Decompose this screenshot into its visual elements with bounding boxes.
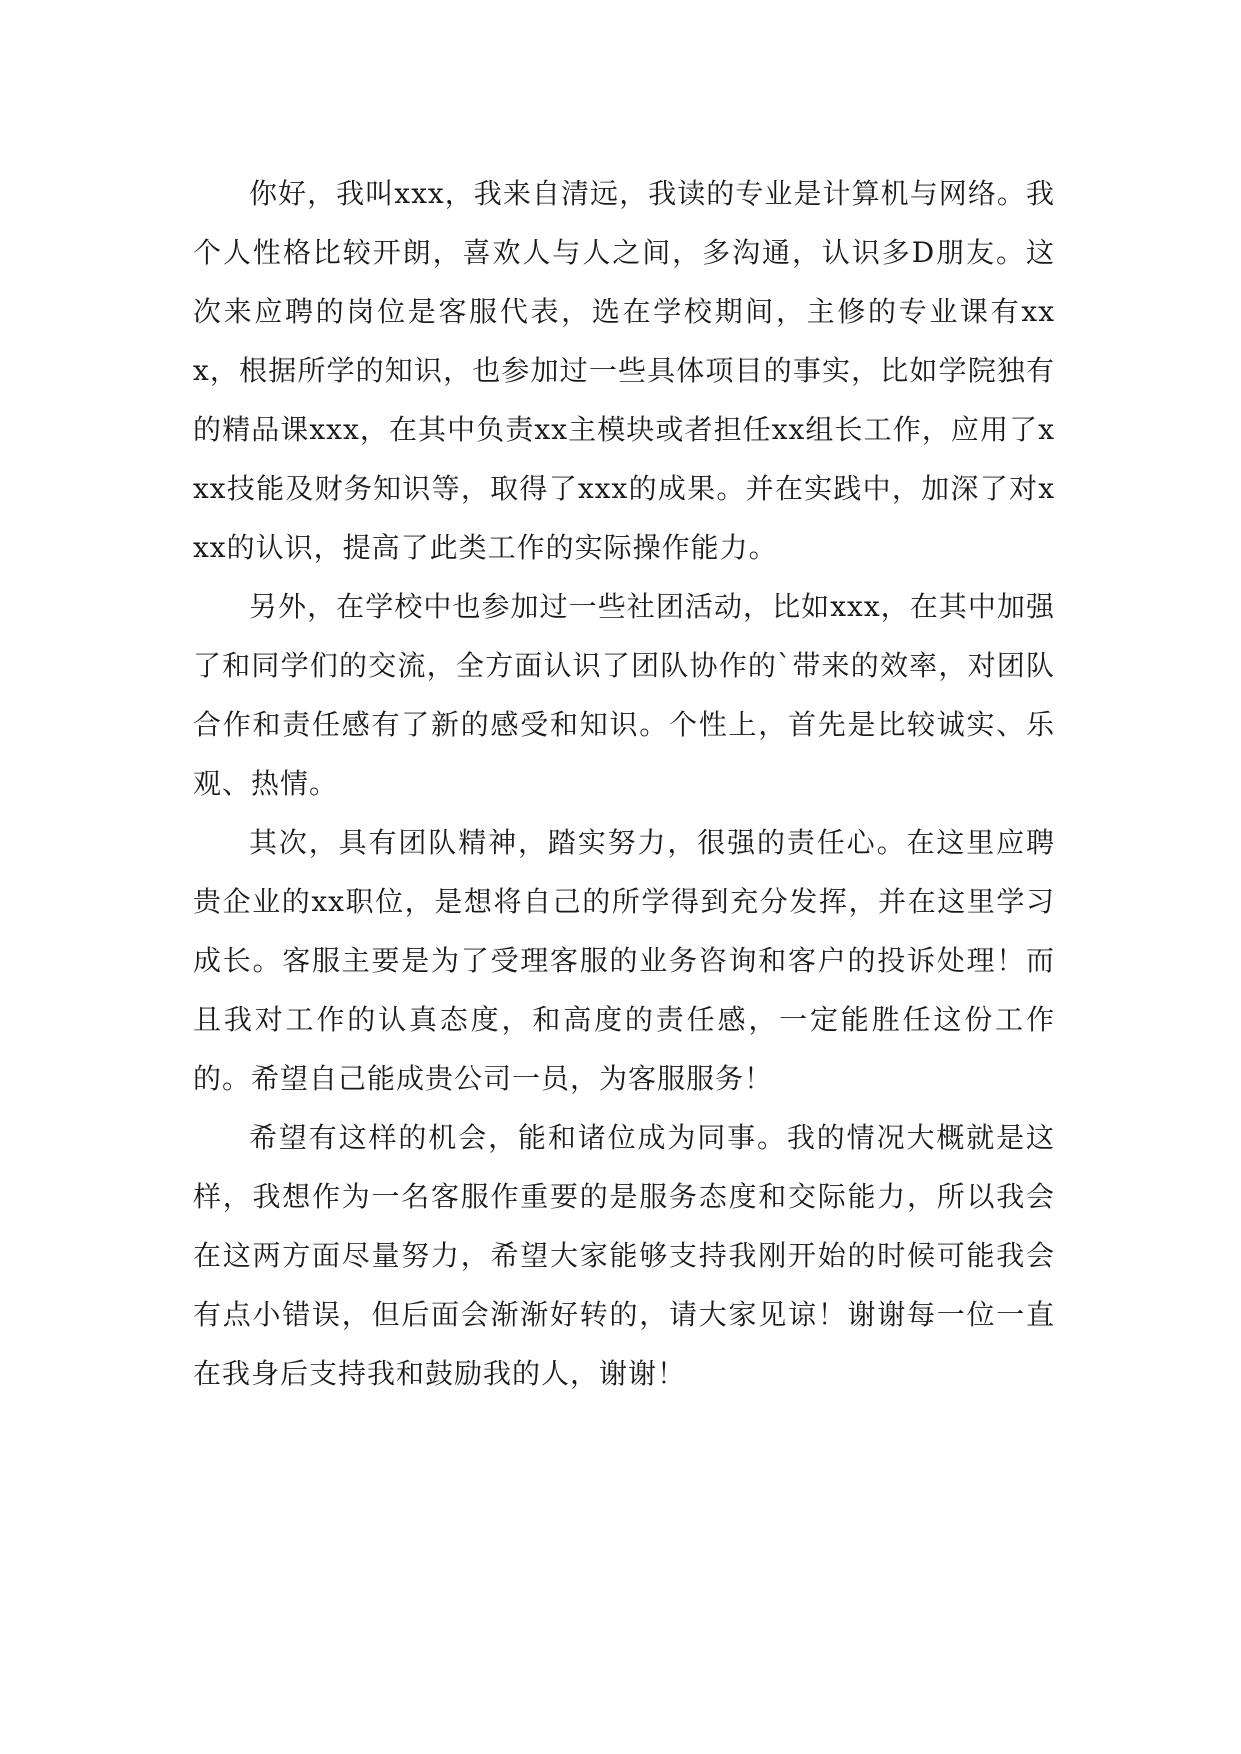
paragraph-closing: 希望有这样的机会，能和诸位成为同事。我的情况大概就是这样，我想作为一名客服作重要的是服务态度和交际能力，所以我会在这两方面尽量努力，希望大家能够支持我刚开始的时候可能我会有点小错误，但后面会渐渐好转的，请大家见谅！谢谢每一位一直在我身后支持我和鼓励我的人，谢谢！ bbox=[193, 1121, 1055, 1390]
paragraph-introduction: 你好，我叫xxx，我来自清远，我读的专业是计算机与网络。我个人性格比较开朗，喜欢人与人之间，多沟通，认识多D朋友。这次来应聘的岗位是客服代表，选在学校期间，主修的专业课有xxx，根据所学的知识，也参加过一些具体项目的事实，比如学院独有的精品课xxx，在其中负责xx主模块或者担任xx组长工作，应用了xxx技能及财务知识等，取得了xxx的成果。并在实践中，加深了对xxx的认识，提高了此类工作的实际操作能力。 bbox=[193, 177, 1055, 564]
paragraph-qualities: 其次，具有团队精神，踏实努力，很强的责任心。在这里应聘贵企业的xx职位，是想将自己的所学得到充分发挥，并在这里学习成长。客服主要是为了受理客服的业务咨询和客户的投诉处理！而且我对工作的认真态度，和高度的责任感，一定能胜任这份工作的。希望自己能成贵公司一员，为客服服务！ bbox=[193, 826, 1055, 1095]
paragraph-activities: 另外，在学校中也参加过一些社团活动，比如xxx，在其中加强了和同学们的交流，全方面认识了团队协作的`带来的效率，对团队合作和责任感有了新的感受和知识。个性上，首先是比较诚实、乐观、热情。 bbox=[193, 590, 1055, 800]
document-page bbox=[193, 164, 1055, 1403]
